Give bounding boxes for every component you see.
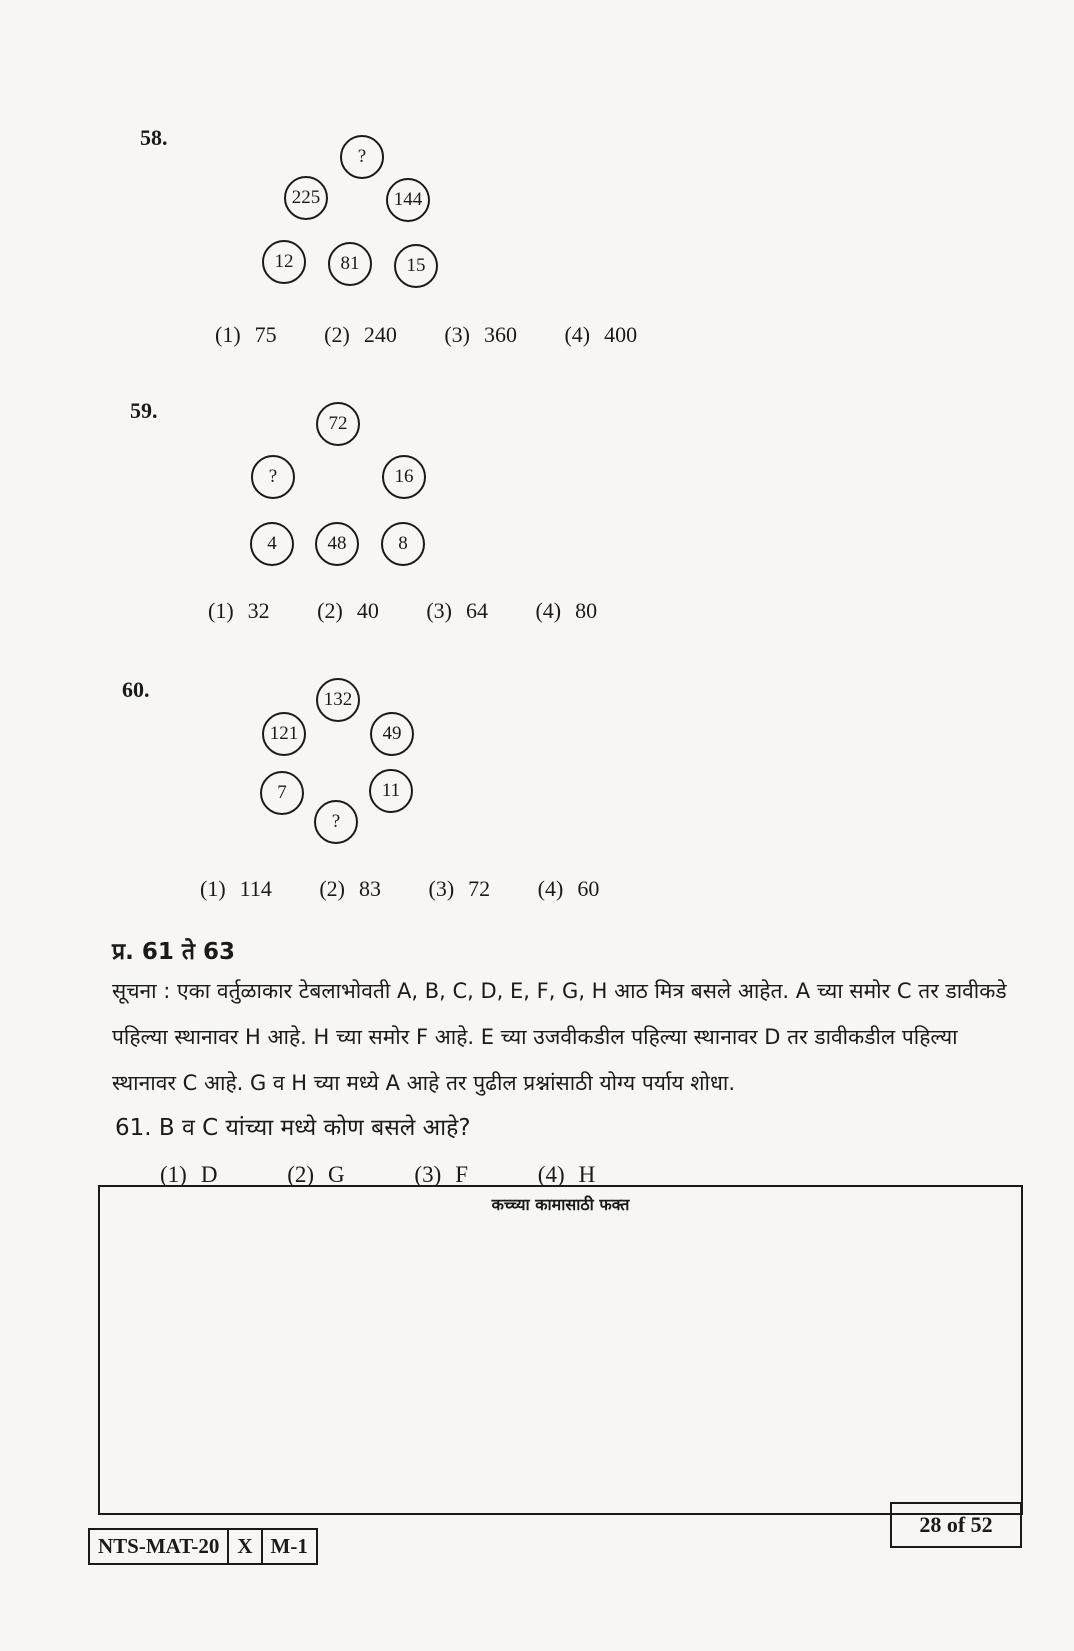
exam-code: NTS-MAT-20 (90, 1530, 229, 1563)
q59-circle-bottom-right: 8 (381, 522, 425, 566)
q60-circle-lower-left: 7 (260, 771, 304, 815)
q58-option-1[interactable]: (1) 75 (215, 322, 277, 347)
q59-circle-top: 72 (316, 402, 360, 446)
q59-circle-left: ? (251, 455, 295, 499)
q60-option-3[interactable]: (3) 72 (428, 876, 491, 901)
q58-circle-bottom-center: 81 (328, 242, 372, 286)
q58-circle-bottom-right: 15 (394, 244, 438, 288)
q61-option-2[interactable]: (2) G (287, 1162, 345, 1187)
q59-circle-bottom-center: 48 (315, 522, 359, 566)
medium-code: M-1 (270, 1534, 308, 1558)
instructions-paragraph: सूचना : एका वर्तुळाकार टेबलाभोवती A, B, C, D, E, F, G, H आठ मित्र बसले आहेत. A च्या समोर C तर डावीकडे पहिल्या स्थानावर H आहे. H च्या समोर F आहे. E च्या उजवीकडील पहिल्या स्थानावर D तर डावीकडील पहिल्या स्थानावर C आहे. G व H च्या मध्ये A आहे तर पुढील प्रश्नांसाठी योग्य पर्याय शोधा. (112, 979, 1007, 1095)
question-59-number: 59. (130, 398, 158, 423)
question-58-number: 58. (140, 125, 168, 150)
q60-circle-top: 132 (316, 678, 360, 722)
q59-option-2[interactable]: (2) 40 (317, 598, 379, 623)
q59-circle-right: 16 (382, 455, 426, 499)
q58-option-3[interactable]: (3) 360 (444, 322, 517, 347)
q58-circle-top: ? (340, 135, 384, 179)
q58-options (215, 322, 679, 348)
q60-circle-upper-right: 49 (370, 712, 414, 756)
q60-option-1[interactable]: (1) 114 (200, 876, 272, 901)
class-code: X (229, 1530, 262, 1563)
q59-option-3[interactable]: (3) 64 (426, 598, 488, 623)
q60-option-2[interactable]: (2) 83 (319, 876, 381, 901)
q59-circle-bottom-left: 4 (250, 522, 294, 566)
q59-option-4[interactable]: (4) 80 (535, 598, 598, 623)
rough-work-box (98, 1185, 1023, 1515)
q60-option-4[interactable]: (4) 60 (537, 876, 600, 901)
q58-option-4[interactable]: (4) 400 (564, 322, 638, 347)
q60-circle-upper-left: 121 (262, 712, 306, 756)
q60-options (200, 876, 641, 902)
question-range-heading: प्र. 61 ते 63 (112, 939, 235, 965)
question-60-number: 60. (122, 677, 150, 702)
q58-circle-right: 144 (386, 178, 430, 222)
question-61-text: 61. B व C यांच्या मध्ये कोण बसले आहे? (115, 1115, 471, 1141)
q59-options (208, 598, 639, 624)
q61-option-3[interactable]: (3) F (414, 1162, 469, 1187)
q61-option-4[interactable]: (4) H (537, 1162, 596, 1187)
footer-code-box (88, 1528, 318, 1565)
rough-work-label: कच्च्या कामासाठी फक्त (491, 1195, 630, 1214)
q58-circle-bottom-left: 12 (262, 240, 306, 284)
q58-circle-left: 225 (284, 176, 328, 220)
q60-circle-lower-right: 11 (369, 769, 413, 813)
q60-circle-bottom: ? (314, 800, 358, 844)
q59-option-1[interactable]: (1) 32 (208, 598, 270, 623)
q61-option-1[interactable]: (1) D (160, 1162, 218, 1187)
page-number: 28 of 52 (890, 1502, 1022, 1548)
q58-option-2[interactable]: (2) 240 (324, 322, 397, 347)
